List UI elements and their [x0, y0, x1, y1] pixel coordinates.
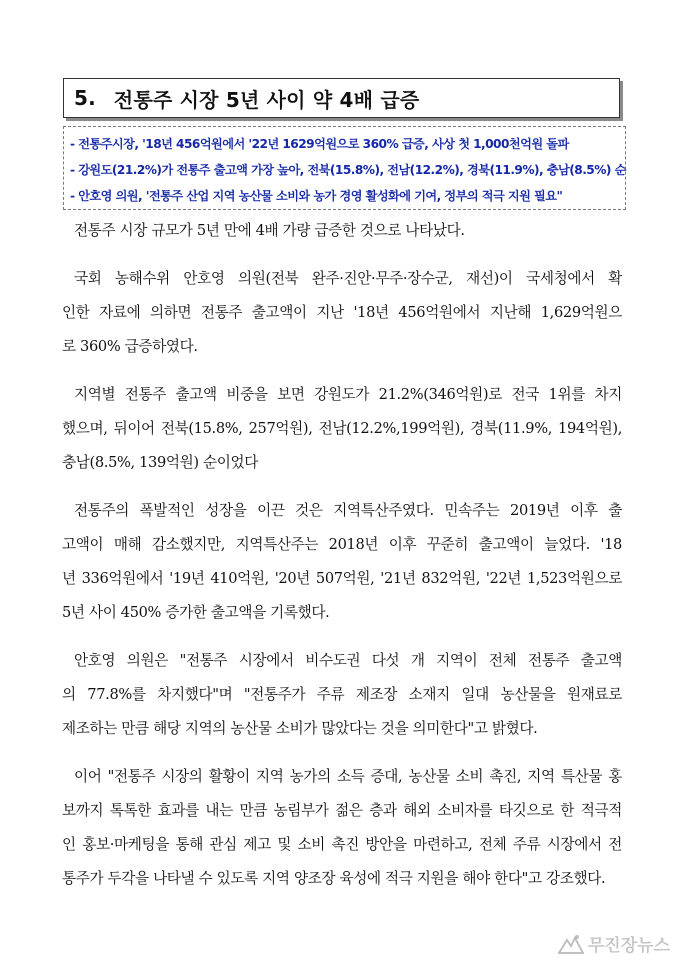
paragraph-line: 인한 자료에 의하면 전통주 출고액이 지난 '18년 456억원에서 지난해 1,629억원으	[62, 304, 622, 321]
section-title-text: 전통주 시장 5년 사이 약 4배 급증	[113, 87, 420, 112]
paragraph-line: 충남(8.5%, 139억원) 순이었다	[62, 454, 259, 471]
mountain-logo-icon	[558, 933, 584, 955]
summary-box	[63, 126, 626, 210]
paragraph-6	[62, 760, 622, 896]
section-number: 5.	[74, 86, 96, 110]
paragraph-line: 전통주의 폭발적인 성장을 이끈 것은 지역특산주였다. 민속주는 2019년 이후 출	[74, 502, 622, 519]
paragraph-line: 제조하는 만큼 해당 지역의 농산물 소비가 많았다는 것을 의미한다"고 밝혔다.	[62, 720, 538, 737]
paragraph-line: 지역별 전통주 출고액 비중을 보면 강원도가 21.2%(346억원)로 전국 1위를 차지	[74, 386, 622, 403]
summary-line: - 안호영 의원, '전통주 산업 지역 농산물 소비와 농가 경영 활성화에 기여, 정부의 적극 지원 필요"	[70, 189, 563, 203]
paragraph-line: 인 홍보·마케팅을 통해 관심 제고 및 소비 촉진 방안을 마련하고, 전체 주류 시장에서 전	[62, 836, 622, 853]
summary-line: - 강원도(21.2%)가 전통주 출고액 가장 높아, 전북(15.8%), 전남(12.2%), 경북(11.9%), 충남(8.5%) 순	[70, 163, 626, 177]
paragraph-line: 안호영 의원은 "전통주 시장에서 비수도권 다섯 개 지역이 전체 전통주 출고액	[74, 652, 622, 669]
article-body	[62, 214, 622, 910]
watermark	[558, 931, 670, 956]
paragraph-line: 로 360% 급증하였다.	[62, 338, 198, 355]
paragraph-line: 년 336억원에서 '19년 410억원, '20년 507억원, '21년 832억원, '22년 1,523억원으로	[62, 570, 622, 587]
paragraph-line: 국회 농해수위 안호영 의원(전북 완주·진안·무주·장수군, 재선)이 국세청에서 확	[74, 270, 622, 287]
paragraph-line: 보까지 톡톡한 효과를 내는 만큼 농림부가 젊은 층과 해외 소비자를 타깃으로 한 적극적	[62, 802, 622, 819]
paragraph-line: 이어 "전통주 시장의 활황이 지역 농가의 소득 증대, 농산물 소비 촉진, 지역 특산물 홍	[74, 768, 622, 785]
paragraph-3	[62, 378, 622, 480]
paragraph-line: 고액이 매해 감소했지만, 지역특산주는 2018년 이후 꾸준히 출고액이 늘었다. '18	[62, 536, 622, 553]
paragraph-line: 전통주 시장 규모가 5년 만에 4배 가량 급증한 것으로 나타났다.	[74, 222, 465, 239]
watermark-text: 무진장뉴스	[587, 936, 670, 956]
paragraph-line: 5년 사이 450% 증가한 출고액을 기록했다.	[62, 604, 330, 621]
paragraph-line: 했으며, 뒤이어 전북(15.8%, 257억원), 전남(12.2%,199억원), 경북(11.9%, 194억원),	[62, 420, 622, 437]
paragraph-1	[62, 214, 622, 248]
paragraph-5	[62, 644, 622, 746]
paragraph-2	[62, 262, 622, 364]
paragraph-line: 통주가 두각을 나타낼 수 있도록 지역 양조장 육성에 적극 지원을 해야 한다"고 강조했다.	[62, 870, 606, 887]
paragraph-line: 의 77.8%를 차지했다"며 "전통주가 주류 제조장 소재지 일대 농산물을 원재료로	[62, 686, 622, 703]
summary-line: - 전통주시장, '18년 456억원에서 '22년 1629억원으로 360% 급증, 사상 첫 1,000천억원 돌파	[70, 137, 569, 151]
section-heading	[63, 78, 620, 118]
paragraph-4	[62, 494, 622, 630]
